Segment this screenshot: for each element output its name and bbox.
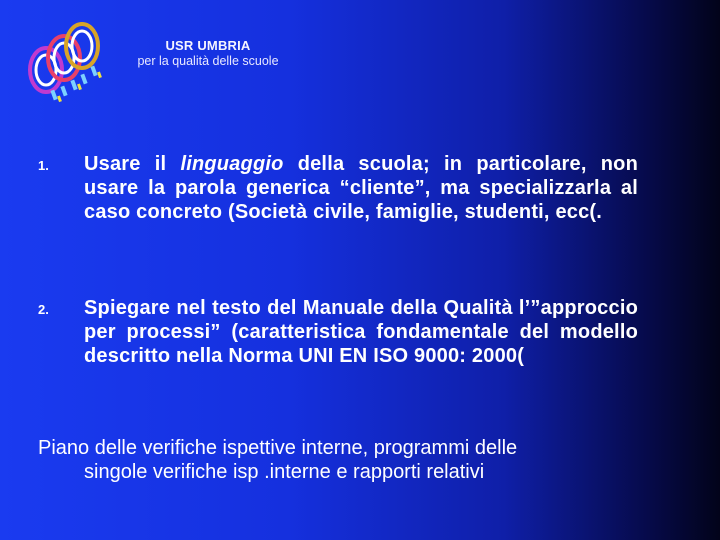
- list-item-text: Spiegare nel testo del Manuale della Qualità l’”approccio per processi” (caratteristica fondamentale del modello descritto nella Norma UNI EN ISO 9000: 2000(: [84, 297, 638, 367]
- header-subtitle: per la qualità delle scuole: [137, 54, 279, 68]
- footer-note: [38, 436, 648, 484]
- header-title: USR UMBRIA: [165, 38, 251, 53]
- item-text-italic: linguaggio: [180, 153, 284, 175]
- list-item-1: [38, 152, 638, 224]
- usr-umbria-logo: [18, 18, 118, 108]
- list-item-number: 1.: [38, 158, 49, 173]
- footer-line-1: Piano delle verifiche ispettive interne, programmi delle: [38, 437, 518, 459]
- list-item-text: [84, 152, 638, 224]
- header: [108, 38, 308, 68]
- list-item-number: 2.: [38, 302, 49, 317]
- list-item-2: [38, 296, 638, 368]
- item-text-end: della scuola; in particolare, non usare la parola generica “cliente”, ma specializzarla al caso concreto (Società civile, famiglie, studenti, ecc(.: [84, 153, 638, 223]
- footer-line-2: singole verifiche isp .interne e rapporti relativi: [84, 461, 485, 483]
- item-text-start: Usare il: [84, 153, 181, 175]
